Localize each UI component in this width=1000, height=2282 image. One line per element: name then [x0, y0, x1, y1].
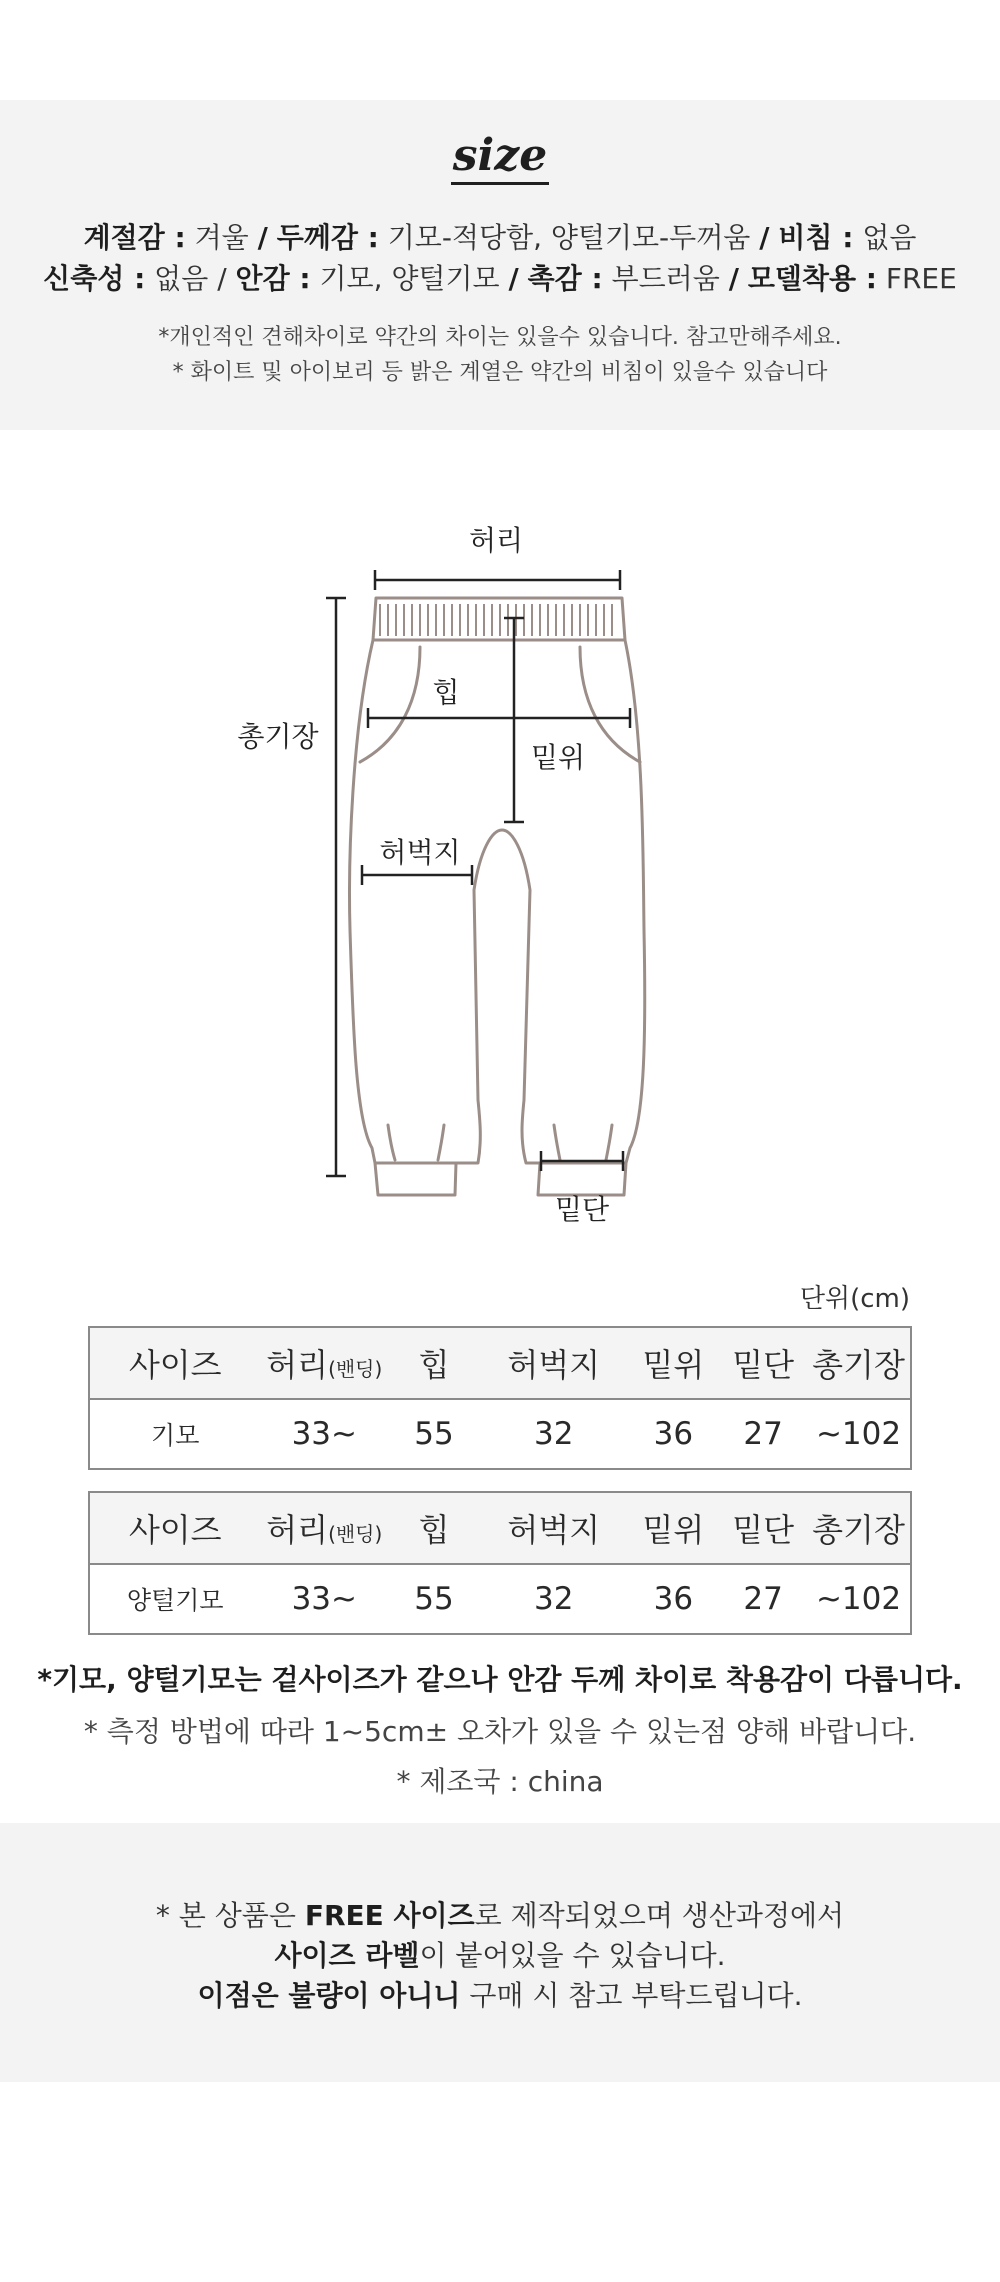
- size-table-yangteol-gimo: [88, 1491, 912, 1635]
- header-hem: 밑단: [732, 1346, 795, 1384]
- cell-hem: 27: [743, 1581, 783, 1617]
- size-title: size: [0, 130, 1000, 181]
- touch-label: 촉감 :: [527, 262, 603, 295]
- sheer-label: 비침 :: [778, 221, 854, 254]
- cell-waist: 33~: [291, 1581, 357, 1617]
- hem-label: 밑단: [554, 1193, 610, 1226]
- cell-length: ~102: [815, 1581, 902, 1617]
- season-value: 겨울: [194, 221, 249, 254]
- total-length-measure-line: [326, 598, 346, 1176]
- header-waist: 허리(밴딩): [266, 1511, 383, 1549]
- cell-hip: 55: [414, 1416, 454, 1452]
- cell-rise: 36: [653, 1416, 694, 1452]
- header-hip: 힙: [418, 1346, 450, 1384]
- cell-waist: 33~: [291, 1416, 357, 1452]
- sheer-note: * 화이트 및 아이보리 등 밝은 계열은 약간의 비침이 있을수 있습니다: [172, 360, 828, 385]
- measurement-error-note: * 측정 방법에 따라 1~5cm± 오차가 있을 수 있는점 양해 바랍니다.: [83, 1715, 917, 1748]
- waist-measure-line: [375, 570, 620, 590]
- cell-thigh: 32: [533, 1581, 574, 1617]
- lining-difference-warning: *기모, 양털기모는 겉사이즈가 같으나 안감 두께 차이로 착용감이 다릅니다.: [37, 1663, 963, 1696]
- pants-measurement-diagram: [0, 500, 1000, 1260]
- size-table-gimo: [88, 1326, 912, 1470]
- header-thigh: 허벅지: [507, 1511, 601, 1549]
- header-size: 사이즈: [128, 1511, 222, 1549]
- header-length: 총기장: [812, 1346, 905, 1384]
- row-name: 양털기모: [126, 1586, 224, 1615]
- header-hem: 밑단: [732, 1511, 795, 1549]
- header-size: 사이즈: [128, 1346, 222, 1384]
- header-waist: 허리(밴딩): [266, 1346, 383, 1384]
- stretch-label: 신축성 :: [43, 262, 146, 295]
- stretch-value: 없음: [154, 262, 209, 295]
- unit-label: 단위(cm): [799, 1284, 910, 1314]
- model-label: 모델착용 :: [747, 262, 877, 295]
- thickness-label: 두께감 :: [276, 221, 379, 254]
- header-rise: 밑위: [642, 1346, 705, 1384]
- thigh-label: 허벅지: [379, 836, 461, 869]
- table-row: [89, 1399, 911, 1469]
- spec-line-1: 계절감 : 겨울 / 두께감 : 기모-적당함, 양털기모-두꺼움 / 비침 : 없음: [83, 221, 917, 254]
- free-notice-line-2: 사이즈 라벨이 붙어있을 수 있습니다.: [274, 1939, 726, 1972]
- row-name: 기모: [151, 1421, 200, 1450]
- cell-thigh: 32: [533, 1416, 574, 1452]
- rise-measure-line: [504, 618, 524, 822]
- sheer-value: 없음: [862, 221, 917, 254]
- free-notice-line-1: * 본 상품은 FREE 사이즈로 제작되었으며 생산과정에서: [155, 1899, 845, 1932]
- lining-label: 안감 :: [235, 262, 311, 295]
- lining-value: 기모, 양털기모: [319, 262, 500, 295]
- cell-length: ~102: [815, 1416, 902, 1452]
- rise-label: 밑위: [530, 741, 586, 774]
- cell-hip: 55: [414, 1581, 454, 1617]
- touch-value: 부드러움: [611, 262, 720, 295]
- fit-note: *개인적인 견해차이로 약간의 차이는 있을수 있습니다. 참고만해주세요.: [158, 325, 842, 350]
- header-hip: 힙: [418, 1511, 450, 1549]
- header-rise: 밑위: [642, 1511, 705, 1549]
- model-value: FREE: [885, 262, 957, 295]
- total-length-label: 총기장: [237, 720, 319, 753]
- waist-label: 허리: [468, 524, 524, 557]
- table-header-row: [89, 1492, 911, 1564]
- table-header-row: [89, 1327, 911, 1399]
- cell-hem: 27: [743, 1416, 783, 1452]
- header-length: 총기장: [812, 1511, 905, 1549]
- hip-label: 힙: [432, 676, 460, 709]
- free-notice-line-3: 이점은 불량이 아니니 구매 시 참고 부탁드립니다.: [197, 1979, 803, 2012]
- hem-measure-line: [541, 1151, 623, 1171]
- country-of-origin: * 제조국 : china: [396, 1765, 604, 1798]
- thickness-value: 기모-적당함, 양털기모-두꺼움: [387, 221, 751, 254]
- pants-outline: [350, 598, 645, 1195]
- cell-rise: 36: [653, 1581, 694, 1617]
- spec-line-2: 신축성 : 없음 / 안감 : 기모, 양털기모 / 촉감 : 부드러움 / 모델착용 : FREE: [43, 262, 957, 295]
- season-label: 계절감 :: [83, 221, 186, 254]
- table-row: [89, 1564, 911, 1634]
- header-thigh: 허벅지: [507, 1346, 601, 1384]
